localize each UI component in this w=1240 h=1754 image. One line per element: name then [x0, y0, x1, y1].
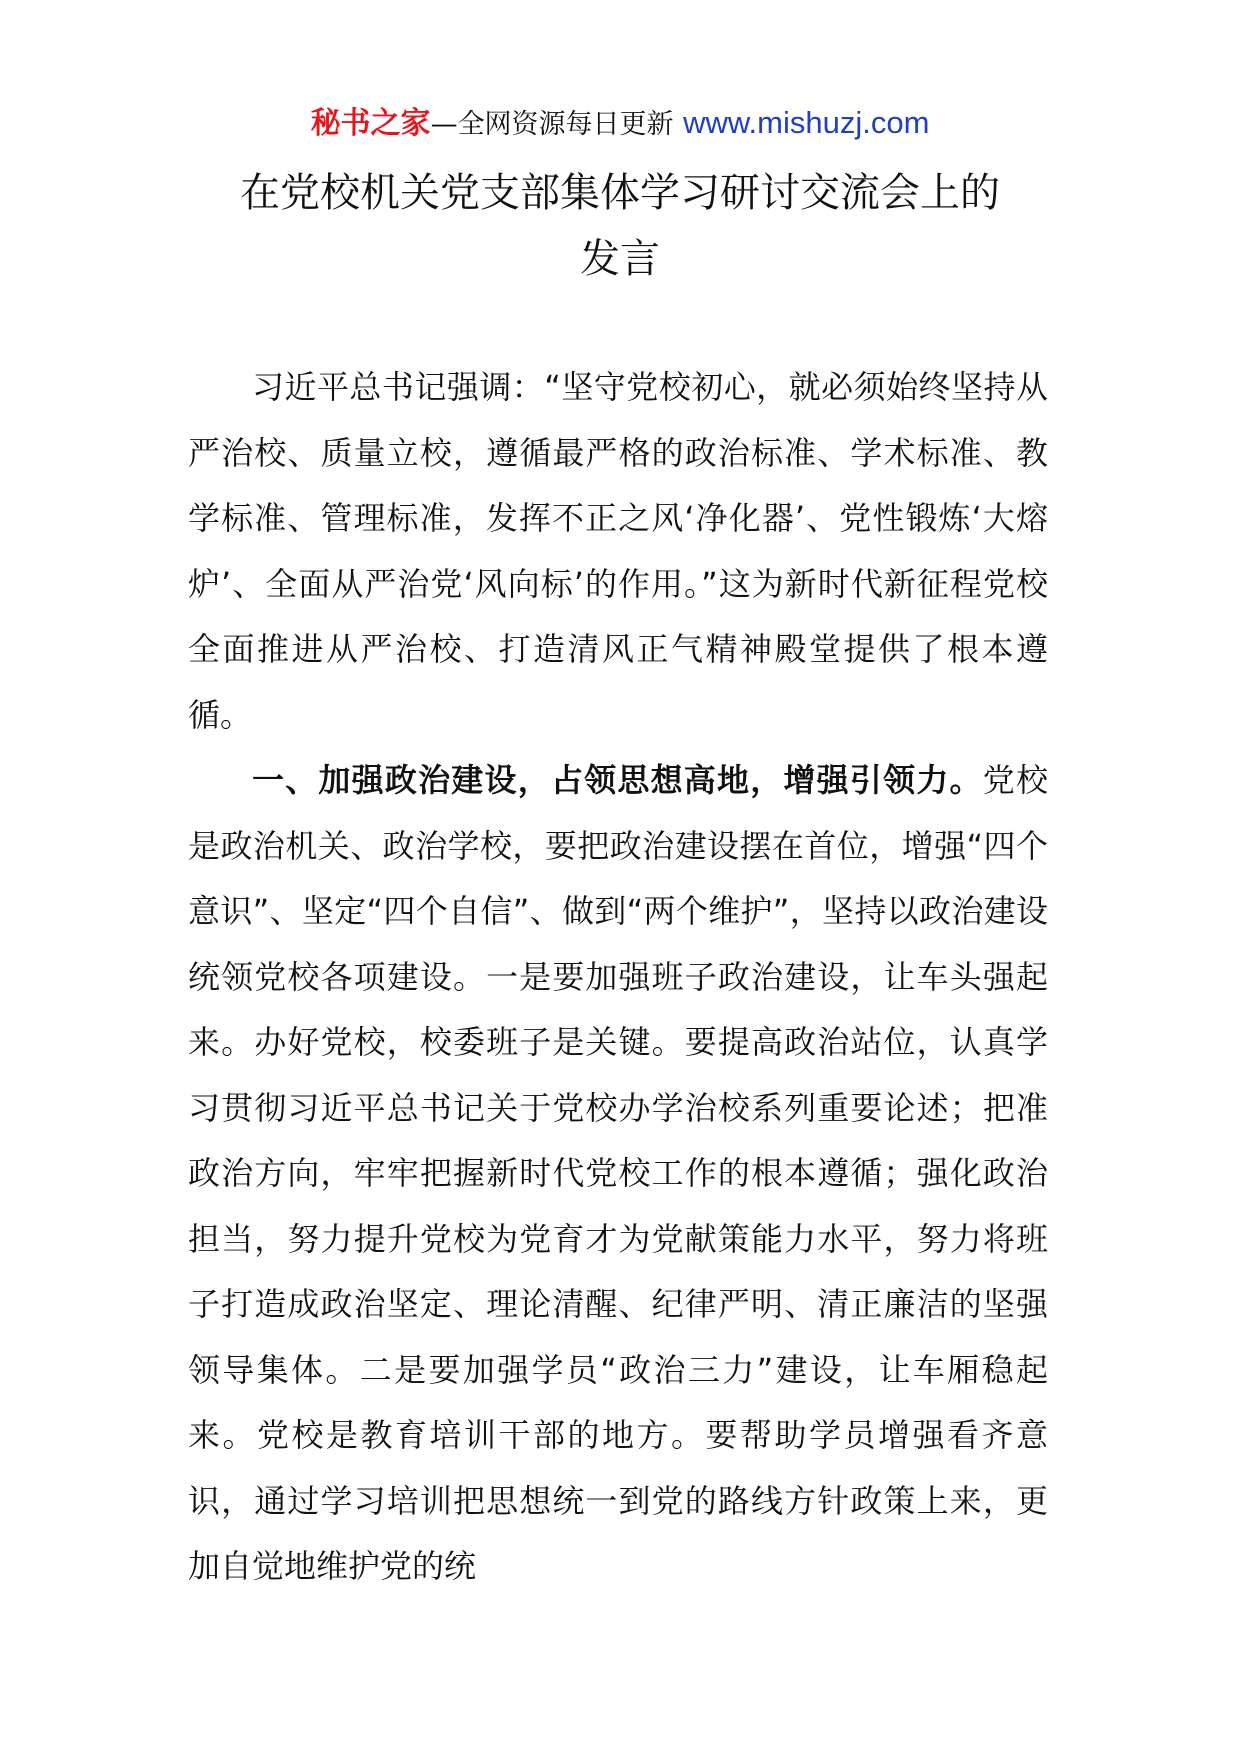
site-header: [0, 100, 1240, 148]
document-body: [188, 355, 1048, 1600]
title-line-1: 在党校机关党支部集体学习研讨交流会上的: [240, 170, 1000, 216]
site-url-link[interactable]: www.mishuzj.com: [683, 105, 930, 140]
section-1-paragraph: [188, 748, 1048, 1600]
header-tagline: —全网资源每日更新: [430, 109, 674, 140]
intro-paragraph: 习近平总书记强调：“坚守党校初心，就必须始终坚持从严治校、质量立校，遵循最严格的政治标准、学术标准、教学标准、管理标准，发挥不正之风‘净化器’、党性锻炼‘大熔炉’、全面从严治党‘风向标’的作用。”这为新时代新征程党校全面推进从严治校、打造清风正气精神殿堂提供了根本遵循。: [188, 368, 1048, 734]
brand-name: 秘书之家: [310, 106, 431, 141]
document-title: [150, 160, 1090, 292]
title-line-2: 发言: [580, 236, 660, 282]
section-1-body: 党校是政治机关、政治学校，要把政治建设摆在首位，增强“四个意识”、坚定“四个自信”、做到“两个维护”，坚持以政治建设统领党校各项建设。一是要加强班子政治建设，让车头强起来。办好党校，校委班子是关键。要提高政治站位，认真学习贯彻习近平总书记关于党校办学治校系列重要论述；把准政治方向，牢牢把握新时代党校工作的根本遵循；强化政治担当，努力提升党校为党育才为党献策能力水平，努力将班子打造成政治坚定、理论清醒、纪律严明、清正廉洁的坚强领导集体。二是要加强学员“政治三力”建设，让车厢稳起来。党校是教育培训干部的地方。要帮助学员增强看齐意识，通过学习培训把思想统一到党的路线方针政策上来，更加自觉地维护党的统: [188, 761, 1048, 1585]
section-1-heading: 一、加强政治建设，占领思想高地，增强引领力。: [252, 761, 983, 799]
